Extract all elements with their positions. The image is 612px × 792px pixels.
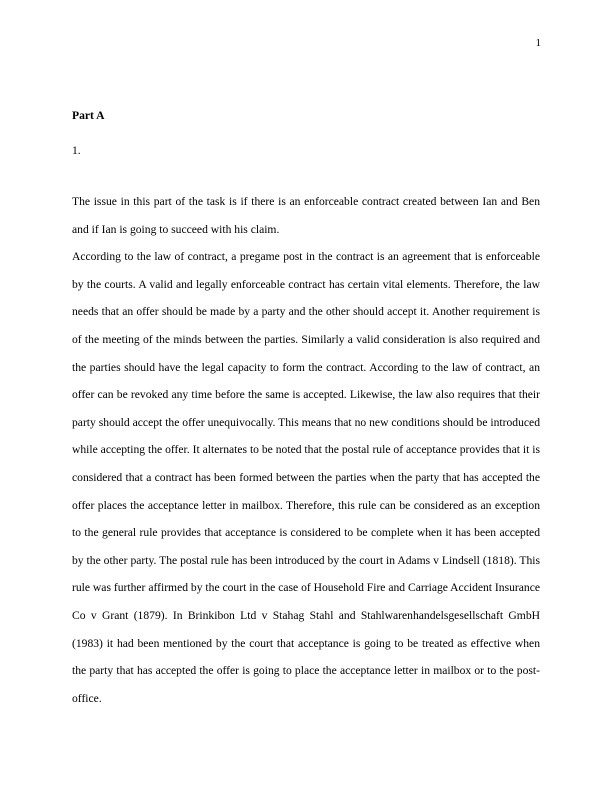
document-body [72, 107, 540, 712]
issue-paragraph: The issue in this part of the task is if there is an enforceable contract created between Ian and Ben and if Ian is going to succeed with his claim. [72, 195, 540, 236]
section-heading: Part A [72, 109, 105, 122]
question-number: 1. [72, 144, 81, 157]
page-number: 1 [535, 37, 541, 49]
law-paragraph: According to the law of contract, a pregame post in the contract is an agreement that is enforceable by the courts. A valid and legally enforceable contract has certain vital elements. Therefore, the law needs that an offer should be made by a party and the other should accept it. Another requirement is of the meeting of the minds between the parties. Similarly a valid consideration is also required and the parties should have the legal capacity to form the contract. According to the law of contract, an offer can be revoked any time before the same is accepted. Likewise, the law also requires that their party should accept the offer unequivocally. This means that no new conditions should be introduced while accepting the offer. It alternates to be noted that the postal rule of acceptance provides that it is considered that a contract has been formed between the parties when the party that has accepted the offer places the acceptance letter in mailbox. Therefore, this rule can be considered as an exception to the general rule provides that acceptance is considered to be complete when it has been accepted by the other party. The postal rule has been introduced by the court in Adams v Lindsell (1818). This rule was further affirmed by the court in the case of Household Fire and Carriage Accident Insurance Co v Grant (1879). In Brinkibon Ltd v Stahag Stahl and Stahlwarenhandelsgesellschaft GmbH (1983) it had been mentioned by the court that acceptance is going to be treated as effective when the party that has accepted the offer is going to place the acceptance letter in mailbox or to the post-office. [72, 250, 540, 705]
